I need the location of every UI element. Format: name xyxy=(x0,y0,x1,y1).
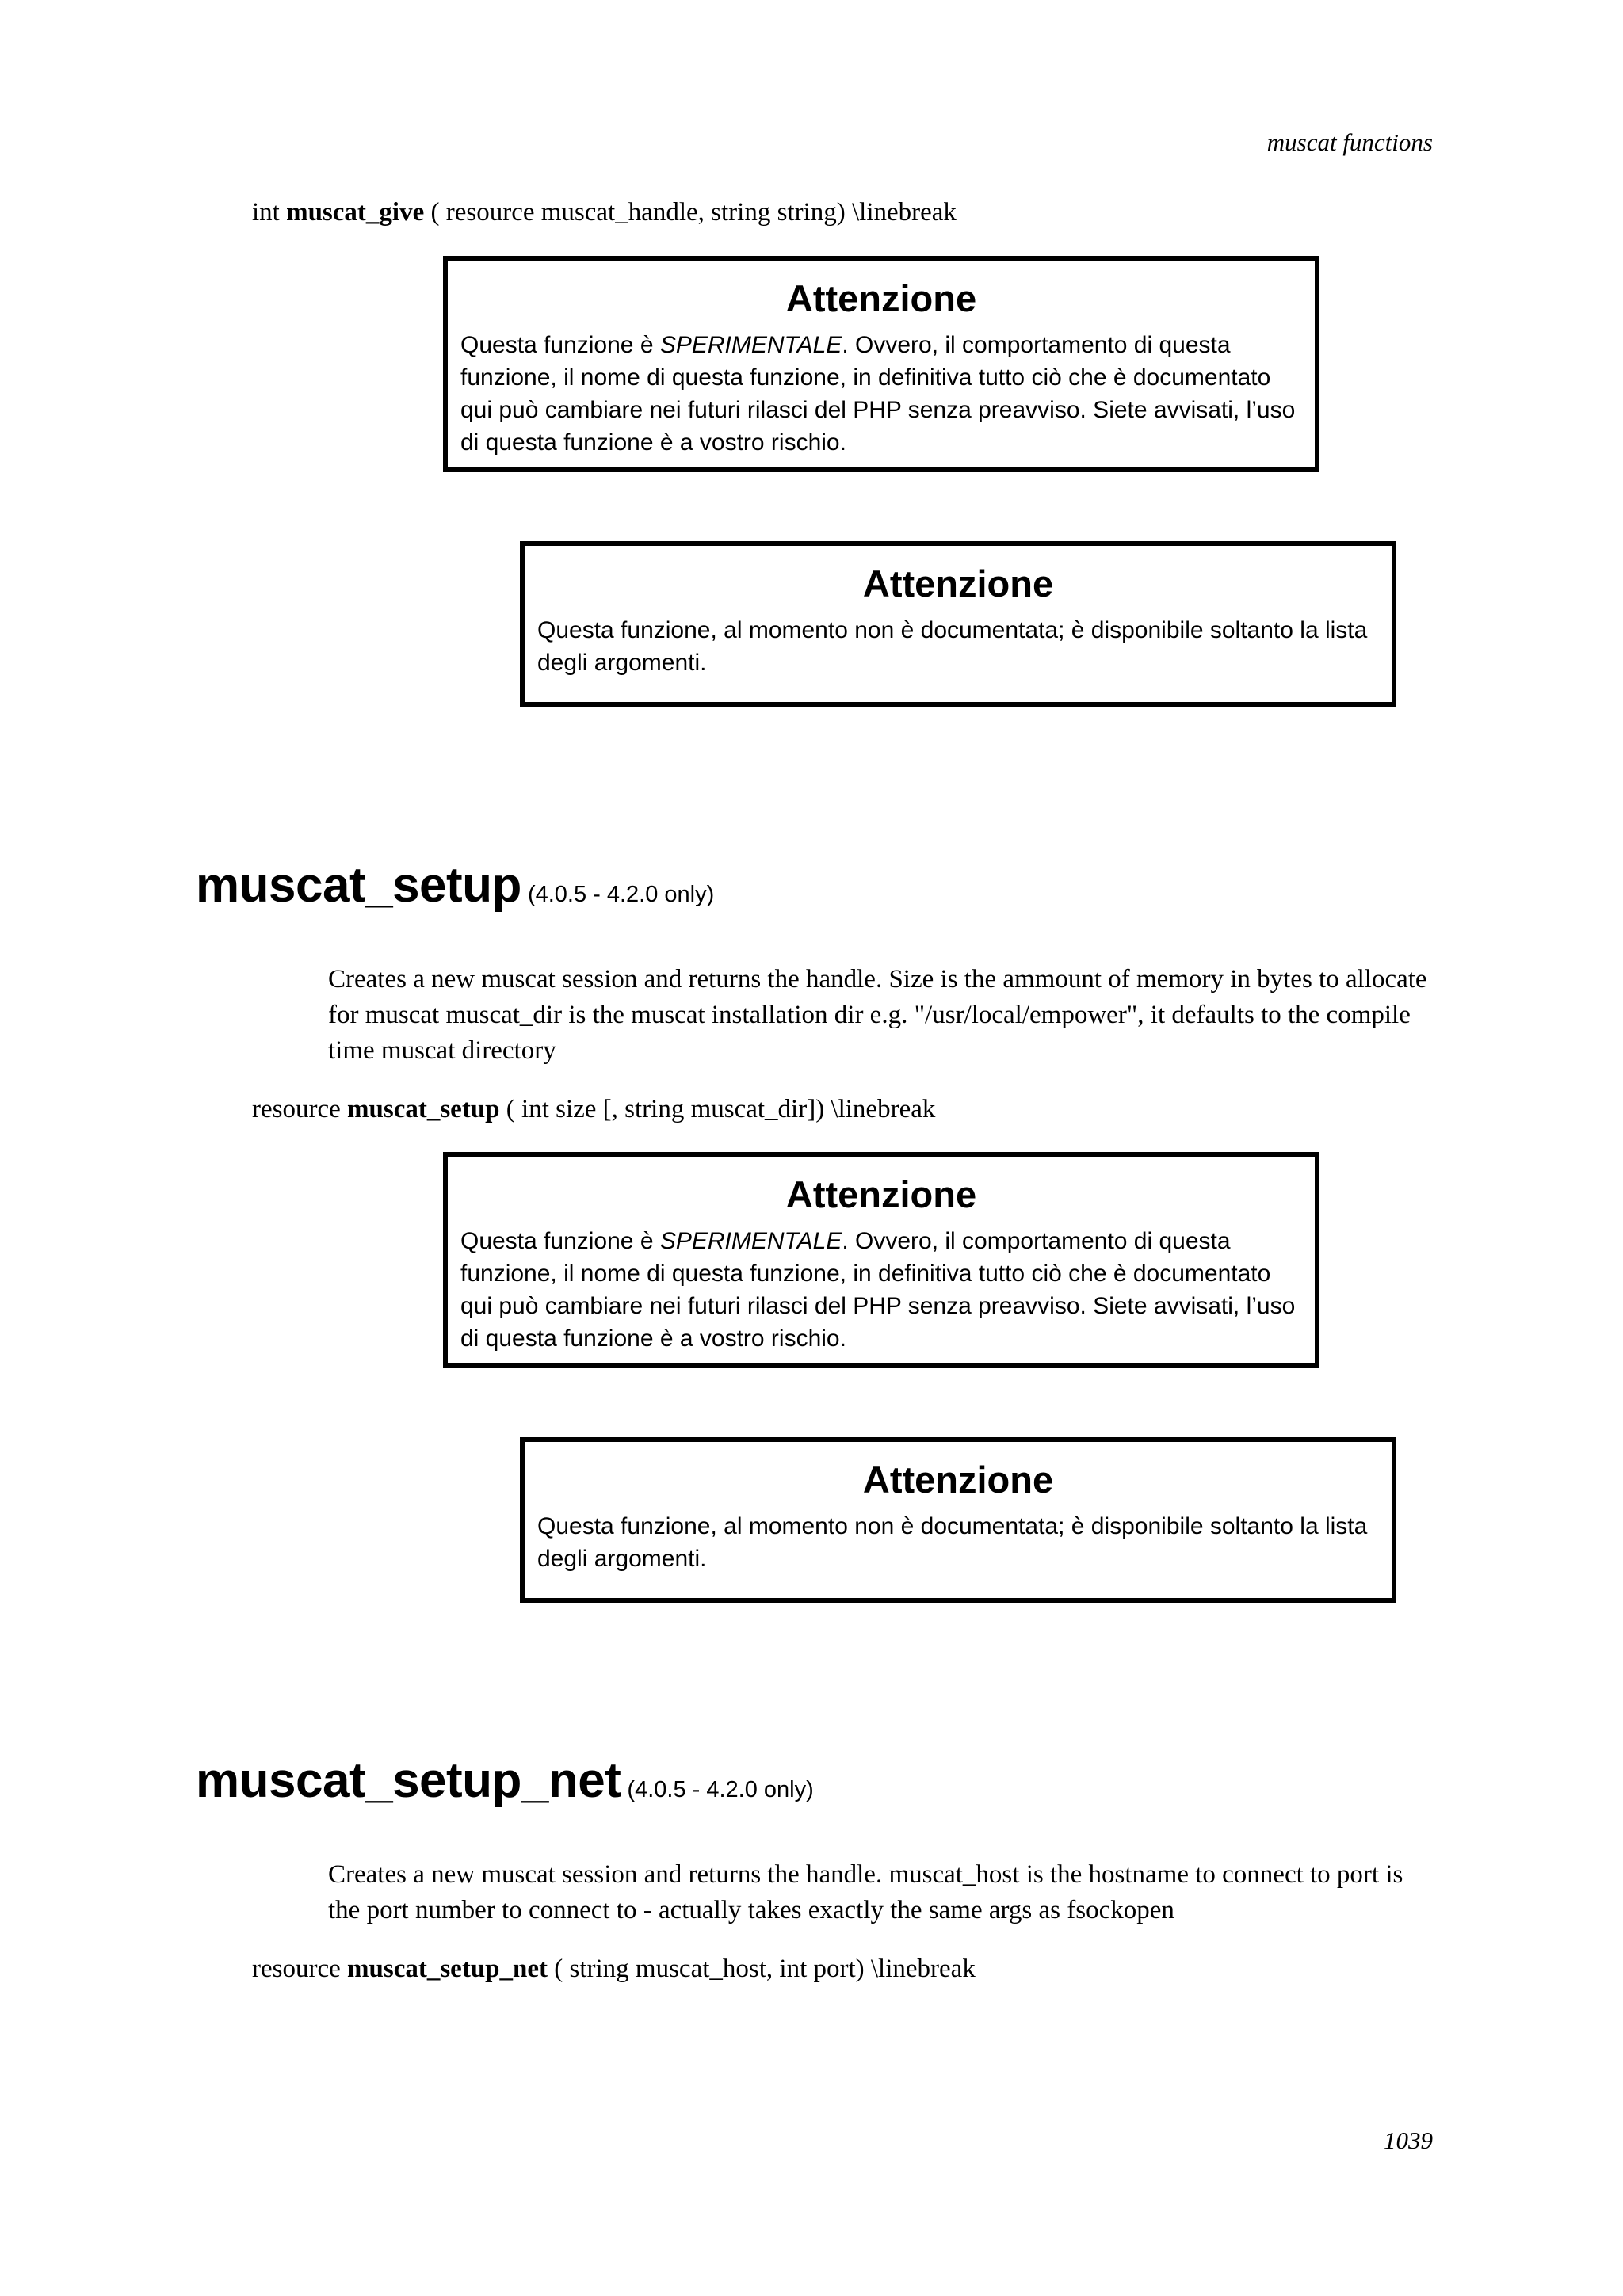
function-title: muscat_setup xyxy=(196,858,521,913)
undocumented-warning-box xyxy=(520,541,1396,707)
function-synopsis xyxy=(252,1092,935,1127)
version-note: (4.0.5 - 4.2.0 only) xyxy=(627,1777,814,1802)
function-params: ( resource muscat_handle, string string) \linebreak xyxy=(430,198,957,227)
warning-title: Attenzione xyxy=(785,1173,977,1215)
function-description: Creates a new muscat session and returns the handle. muscat_host is the hostname to connect to port is the port number to connect to - actually takes exactly the same args as fsockopen xyxy=(328,1860,1403,1924)
function-params: ( string muscat_host, int port) \linebreak xyxy=(554,1955,976,1983)
warning-text: Questa funzione è SPERIMENTALE. Ovvero, il comportamento di questa funzione, il nome di questa funzione, in definitiva tutto ciò che è documentato qui può cambiare nei futuri rilasci del PHP senza preavviso. Siete avvisati, l’uso di questa funzione è a vostro rischio. xyxy=(460,1228,1296,1352)
warning-text: Questa funzione, al momento non è documentata; è disponibile soltanto la lista degli argomenti. xyxy=(537,1513,1368,1572)
warning-text: Questa funzione, al momento non è documentata; è disponibile soltanto la lista degli argomenti. xyxy=(537,617,1368,676)
function-name: muscat_give xyxy=(286,198,425,227)
return-type: int xyxy=(252,198,280,227)
version-note: (4.0.5 - 4.2.0 only) xyxy=(527,882,715,907)
return-type: resource xyxy=(252,1095,341,1123)
running-header: muscat functions xyxy=(1266,128,1433,156)
return-type: resource xyxy=(252,1955,341,1983)
function-heading xyxy=(196,1753,814,1809)
warning-text: Questa funzione è SPERIMENTALE. Ovvero, il comportamento di questa funzione, il nome di questa funzione, in definitiva tutto ciò che è documentato qui può cambiare nei futuri rilasci del PHP senza preavviso. Siete avvisati, l’uso di questa funzione è a vostro rischio. xyxy=(460,332,1296,456)
function-name: muscat_setup_net xyxy=(347,1955,548,1983)
function-synopsis xyxy=(252,1951,976,1986)
undocumented-warning-box xyxy=(520,1437,1396,1603)
page-number: 1039 xyxy=(1384,2126,1433,2154)
function-heading xyxy=(196,857,714,913)
function-synopsis xyxy=(252,195,957,230)
warning-title: Attenzione xyxy=(862,563,1054,605)
function-title: muscat_setup_net xyxy=(196,1753,621,1808)
warning-title: Attenzione xyxy=(785,277,977,319)
function-description: Creates a new muscat session and returns the handle. Size is the ammount of memory in bytes to allocate for muscat muscat_dir is the muscat installation dir e.g. "/usr/local/empower", it defaults to the compile time muscat directory xyxy=(328,965,1427,1065)
function-params: ( int size [, string muscat_dir]) \linebreak xyxy=(506,1095,936,1123)
warning-title: Attenzione xyxy=(862,1459,1054,1501)
experimental-warning-box xyxy=(443,256,1319,472)
function-name: muscat_setup xyxy=(347,1095,500,1123)
experimental-warning-box xyxy=(443,1152,1319,1368)
